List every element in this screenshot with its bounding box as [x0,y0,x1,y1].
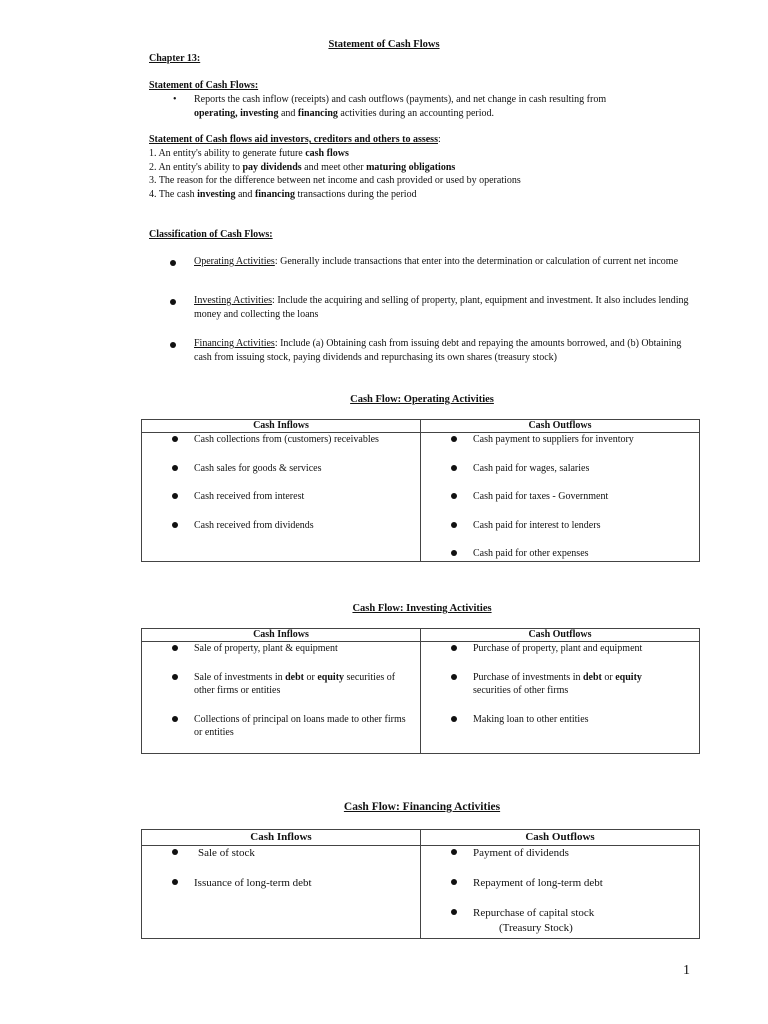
aid-bold: cash flows [305,148,349,159]
list-item-text: Cash received from interest [194,491,305,502]
aid-text: transactions during the period [294,188,417,200]
list-item [473,642,659,656]
aid-bold: financing [254,188,295,200]
bullet-icon [170,299,176,305]
aid-item [149,161,521,175]
aid-list [149,147,521,201]
list-item [194,713,412,740]
aid-bold: pay dividends [242,161,302,173]
financing-table [141,829,700,939]
investing-table [141,628,700,754]
bullet-icon [451,849,457,855]
page-title: Statement of Cash Flows [328,39,440,50]
list-item-text: or [601,671,616,683]
outflows-list [421,642,699,726]
bullet-icon [172,674,178,680]
list-item-text: Making loan to other entities [473,713,589,725]
bullet-icon [170,260,176,266]
outflows-cell [421,846,700,939]
outflows-list [421,433,699,561]
aid-item [149,147,521,161]
classification-term: Operating Activities [194,256,275,267]
classification-term: Financing Activities [194,338,275,349]
list-item [473,846,699,861]
classification-item-financing [194,337,700,364]
inflows-list [142,846,420,891]
bullet-icon [451,436,457,442]
column-header-outflows: Cash Outflows [421,420,700,433]
list-item [194,846,420,861]
list-item-bold: equity [317,671,345,683]
page-number: 1 [683,963,690,978]
sof-bullet-bold: financing [297,107,338,119]
list-item-text: Issuance of long-term debt [194,876,312,889]
bullet-icon [451,493,457,499]
list-item-bold: debt [582,671,602,683]
bullet-icon [451,674,457,680]
list-item-text: Cash collections from (customers) receivables [194,434,379,445]
aid-text: and [235,188,255,200]
list-item-text: Cash paid for wages, salaries [473,462,590,474]
bullet-icon [172,522,178,528]
list-item [473,490,699,504]
list-item-text: Repayment of long-term debt [473,876,603,889]
aid-bold: maturing obligations [366,161,456,173]
aid-text: 2. An entity's ability to [149,161,243,173]
list-item [473,433,699,447]
inflows-list [142,433,420,532]
bullet-icon [451,522,457,528]
outflows-list [421,846,699,935]
column-header-inflows: Cash Inflows [142,420,421,433]
investing-caption: Cash Flow: Investing Activities [352,603,492,614]
list-item-text: Cash received from dividends [194,519,314,531]
classification-term: Investing Activities [194,295,273,306]
list-item [473,713,659,727]
classification-item-operating [194,255,700,269]
list-item [473,547,699,561]
list-item-text: Cash paid for other expenses [473,548,589,559]
list-item-text: Cash payment to suppliers for inventory [473,434,634,445]
bullet-icon [172,645,178,651]
sof-bullet-text: activities during an accounting period. [337,107,494,119]
chapter-label: Chapter 13: [149,53,201,64]
list-item-text: Purchase of investments in [473,671,583,683]
list-item-text: or [304,671,318,683]
list-item [194,642,412,656]
sof-bullet [173,93,704,120]
operating-table [141,419,700,562]
inflows-cell [142,846,421,939]
list-item-text: Collections of principal on loans made to other firms or entities [194,713,406,738]
financing-caption: Cash Flow: Financing Activities [343,801,501,813]
list-item-text: Sale of property, plant & equipment [194,643,338,654]
list-item-text: (Treasury Stock) [499,921,573,934]
aid-heading-text: Statement of Cash flows aid investors, creditors and others to assess [149,134,438,145]
list-item [473,519,699,533]
aid-heading [149,133,441,147]
classification-text: : Include (a) Obtaining cash from issuing debt and repaying the amounts borrowed, and (b) Obtaining cash from issuing stock, paying dividends and repurchasing its own shares (treasury stock) [194,338,682,363]
list-item [473,876,699,891]
list-item [194,519,420,533]
sof-bullet-text: and [278,107,298,119]
sof-bullet-bold: operating, investing [194,107,279,119]
list-item-text: securities of other firms or entities [194,671,396,696]
list-item [194,490,420,504]
list-item-bold: debt [285,671,305,683]
list-item [194,876,420,891]
classification-text: : Generally include transactions that enter into the determination or calculation of current net income [274,256,679,267]
list-item-text: Cash paid for taxes - Government [473,491,609,502]
list-item-text: Cash sales for goods & services [194,462,322,474]
classification-text: : Include the acquiring and selling of property, plant, equipment and investment. It also includes lending money and collecting the loans [194,295,689,320]
list-item-bold: equity [615,671,642,683]
column-header-outflows: Cash Outflows [421,830,700,846]
aid-text: 1. An entity's ability to generate future [149,148,306,159]
bullet-icon [172,716,178,722]
aid-text: 4. The cash [149,188,198,200]
sof-heading: Statement of Cash Flows: [149,80,259,91]
bullet-icon [172,465,178,471]
bullet-icon [172,849,178,855]
list-item-text: Sale of stock [198,847,255,859]
bullet-icon [451,645,457,651]
list-item [473,462,699,476]
sof-bullet-text: Reports the cash inflow (receipts) and cash outflows (payments), and net change in cash resulting from [194,94,607,105]
list-item-text: Repurchase of capital stock [473,906,595,919]
bullet-icon: • [173,94,177,105]
bullet-icon [172,493,178,499]
list-item-text: Payment of dividends [473,847,569,859]
aid-text: 3. The reason for the difference between net income and cash provided or used by operations [149,175,521,186]
column-header-outflows: Cash Outflows [421,629,700,642]
inflows-list [142,642,420,740]
list-item [194,671,412,698]
aid-bold: investing [197,188,236,200]
list-item-text: Sale of investments in [194,671,286,683]
list-item-text: securities of other firms [473,685,569,696]
list-item [194,433,420,447]
list-item-text: Cash paid for interest to lenders [473,519,601,531]
aid-item [149,174,521,188]
bullet-icon [170,342,176,348]
bullet-icon [451,716,457,722]
bullet-icon [451,909,457,915]
classification-heading: Classification of Cash Flows: [149,229,273,240]
bullet-icon [451,879,457,885]
operating-caption: Cash Flow: Operating Activities [350,394,494,405]
bullet-icon [451,465,457,471]
outflows-cell [421,433,700,562]
aid-heading-colon: : [437,134,441,145]
inflows-cell [142,642,421,754]
bullet-icon [451,550,457,556]
column-header-inflows: Cash Inflows [142,629,421,642]
list-item [194,462,420,476]
list-item [473,906,699,936]
aid-item [149,188,521,202]
column-header-inflows: Cash Inflows [142,830,421,846]
bullet-icon [172,879,178,885]
list-item-text: Purchase of property, plant and equipment [473,643,643,654]
outflows-cell [421,642,700,754]
classification-item-investing [194,294,700,321]
list-item [473,671,659,698]
inflows-cell [142,433,421,562]
aid-text: and meet other [301,161,367,173]
bullet-icon [172,436,178,442]
